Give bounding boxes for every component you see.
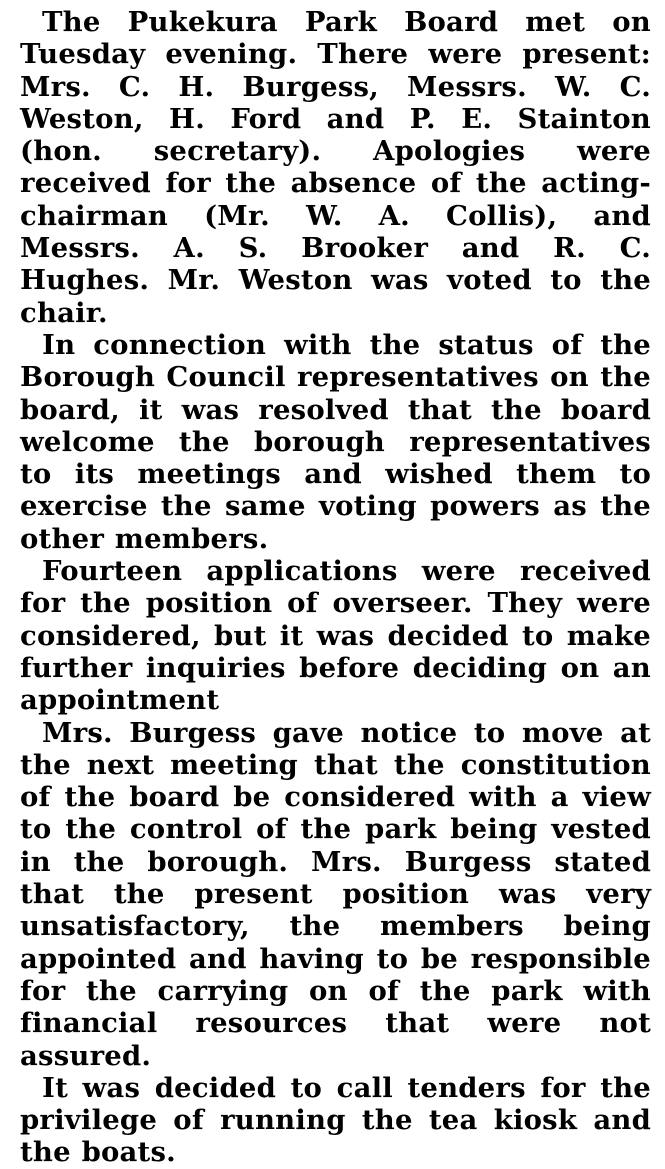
paragraph-constitution-notice: Mrs. Burgess gave notice to move at the next meeting that the constitution of the board be considered with a view to the control of the park being vested in the borough. Mrs. Burgess stated that the present position was very unsatisfactory, the members being appointed and having to be responsible for the carrying on of the park with financial resources that were not assured. (20, 716, 651, 1072)
paragraph-meeting-attendance: The Pukekura Park Board met on Tuesday evening. There were present: Mrs. C. H. Burgess, Messrs. W. C. Weston, H. Ford and P. E. Stainton (hon. secretary). Apologies were received for the absence of the acting-chairman (Mr. W. A. Collis), and Messrs. A. S. Brooker and R. C. Hughes. Mr. Weston was voted to the chair. (20, 6, 651, 329)
paragraph-overseer-applications: Fourteen applications were received for the position of overseer. They were considered, but it was decided to make further inquiries before deciding on an appointment (20, 555, 651, 717)
paragraph-borough-representatives: In connection with the status of the Borough Council representatives on the board, it was resolved that the board welcome the borough representatives to its meetings and wished them to exercise the same voting powers as the other members. (20, 328, 651, 555)
paragraph-tenders: It was decided to call tenders for the privilege of running the tea kiosk and the boats. (20, 1071, 651, 1169)
